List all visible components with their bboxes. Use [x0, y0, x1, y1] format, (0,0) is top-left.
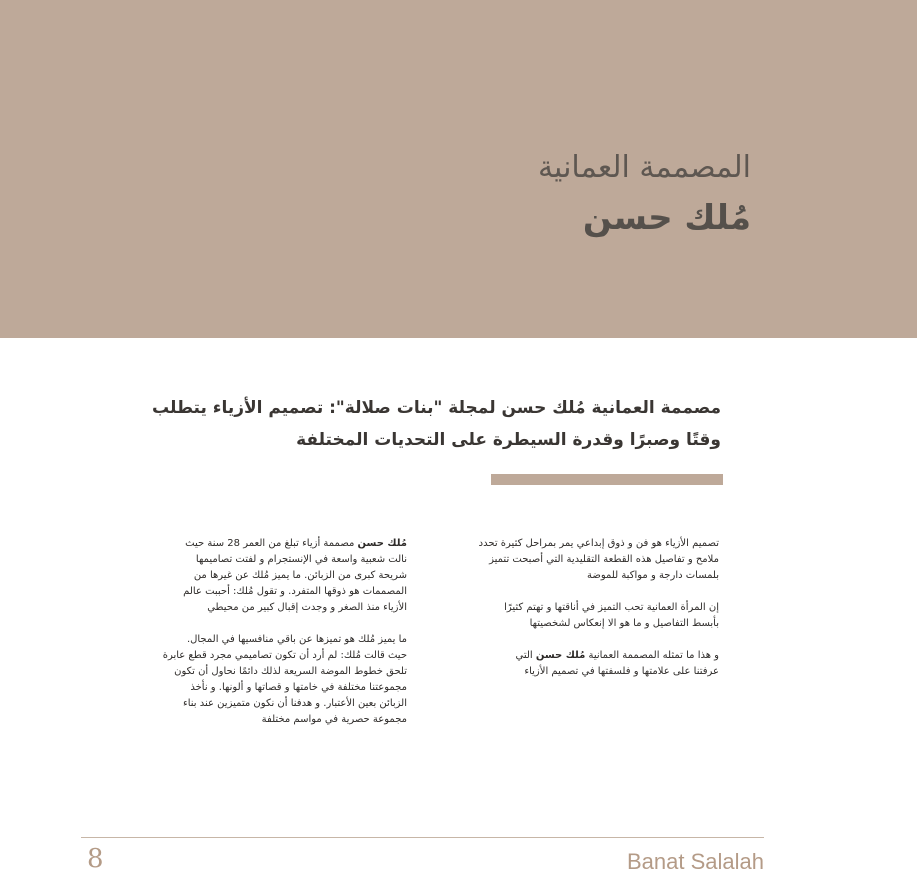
header-subtitle: المصممة العمانية [537, 150, 751, 185]
designer-name-inline: مُلك حسن [357, 538, 407, 549]
article-headline [121, 392, 721, 456]
paragraph [457, 536, 719, 584]
designer-name: مُلك حسن [582, 198, 751, 238]
text-line: بأبسط التفاصيل و ما هو الا إنعكاس لشخصيتها [529, 618, 719, 629]
text-line: بلمسات دارجة و مواكبة للموضة [586, 570, 719, 581]
text-line: ملامح و تفاصيل هذه القطعة التقليدية التي أصبحت تتميز [489, 554, 719, 565]
text-line: نالت شعبية واسعة في الإنستجرام و لفتت تصاميمها [195, 554, 407, 565]
paragraph [145, 632, 407, 728]
text-line: مجموعتنا مختلفة في خامتها و قصاتها و ألونها. و نأخذ [190, 682, 407, 693]
text-line: تصميم الأزياء هو فن و ذوق إبداعي يمر بمراحل كثيرة تحدد [478, 538, 719, 549]
footer-divider [81, 837, 764, 838]
text-line: إن المرأة العمانية تحب التميز في أناقتها و تهتم كثيرًا [504, 602, 719, 613]
text-line: شريحة كبرى من الزبائن. ما يميز مُلك عن غيرها من [193, 570, 407, 581]
headline-line-1: مصممة العمانية مُلك حسن لمجلة "بنات صلالة": تصميم الأزياء يتطلب [152, 398, 721, 418]
header-band [0, 0, 917, 338]
text-line: عرفتنا على علامتها و فلسفتها في تصميم الأزياء [524, 666, 719, 677]
text-run: مصممة أزياء تبلغ من العمر 28 سنة حيث [185, 538, 358, 549]
page-number: 8 [87, 844, 104, 874]
text-line: تلحق خطوط الموضة السريعة لذلك دائمًا نحاول أن تكون [174, 666, 407, 677]
text-line: حيث قالت مُلك: لم أرد أن تكون تصاميمي مجرد قطع عابرة [162, 650, 407, 661]
right-text-column [457, 536, 719, 696]
text-run: التي [515, 650, 536, 661]
text-line: المصممات هو ذوقها المتفرد. و تقول مُلك: أحببت عالم [183, 586, 407, 597]
text-line: الزبائن بعين الأعتبار. و هدفنا أن نكون متميزين عند بناء [183, 698, 407, 709]
text-run: و هذا ما تمثله المصممة العمانية [585, 650, 719, 661]
paragraph [145, 536, 407, 616]
left-text-column [145, 536, 407, 744]
text-line: الأزياء منذ الصغر و وجدت إقبال كبير من محيطي [207, 602, 407, 613]
footer-brand: Banat Salalah [627, 849, 764, 874]
text-line [457, 648, 719, 664]
designer-name-inline: مُلك حسن [535, 650, 586, 661]
text-line: مجموعة حصرية في مواسم مختلفة [261, 714, 407, 725]
text-line: ما يميز مُلك هو تميزها عن باقي منافسيها في المجال. [186, 634, 407, 645]
paragraph [457, 600, 719, 632]
headline-line-2: وقتًا وصبرًا وقدرة السيطرة على التحديات المختلفة [296, 430, 721, 450]
paragraph [457, 648, 719, 680]
accent-divider [491, 474, 723, 485]
text-line [145, 536, 407, 552]
